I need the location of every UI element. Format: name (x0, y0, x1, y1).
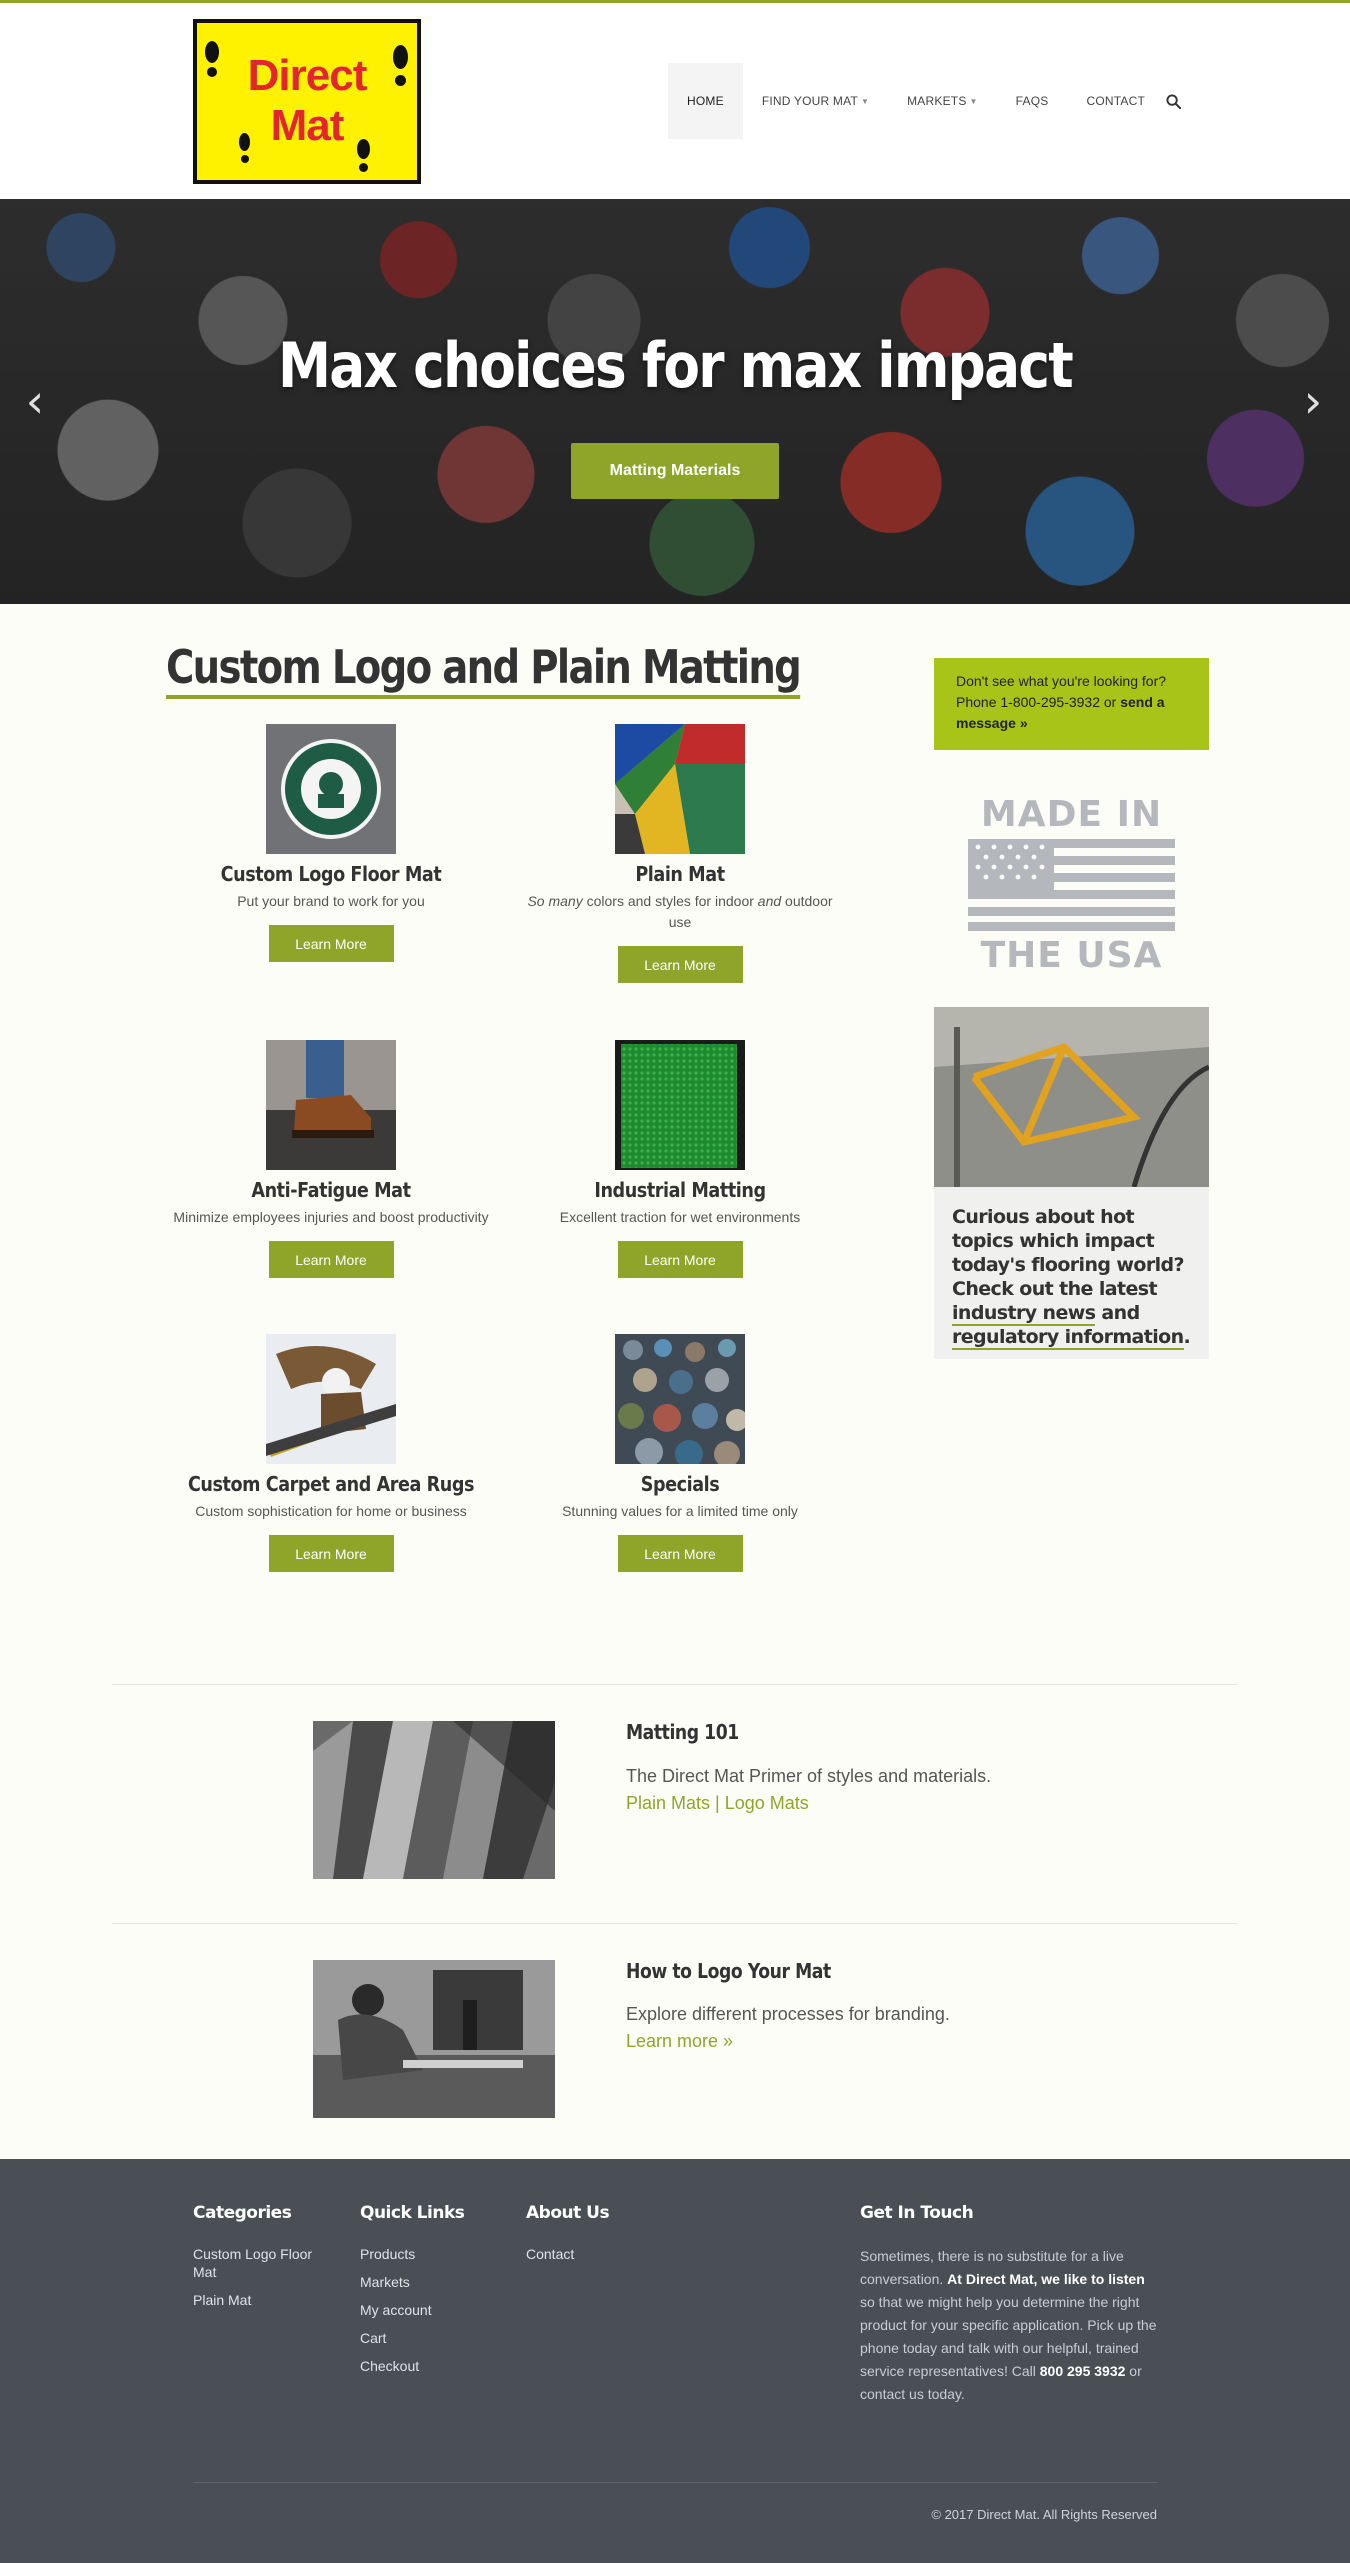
link-separator: | (710, 1793, 725, 1813)
nav-faqs[interactable] (997, 63, 1068, 139)
industry-news-link[interactable]: industry news (952, 1302, 1096, 1324)
starbucks-logo-icon (266, 724, 396, 854)
hero-slider (0, 199, 1350, 604)
footer-divider (193, 2482, 1157, 2483)
desc-emphasis: So many (527, 893, 583, 909)
chevron-right-icon[interactable]: › (1303, 374, 1323, 428)
product-name: Specials (640, 1472, 720, 1496)
green-mat-icon (615, 1040, 745, 1170)
footprint-icon (357, 139, 370, 159)
footer-link-cart[interactable]: Cart (360, 2330, 387, 2346)
product-card-plain-mat (510, 724, 850, 983)
industrial-mat-image[interactable] (615, 1040, 745, 1170)
footprint-icon (241, 155, 249, 163)
chevron-down-icon: ▼ (969, 96, 978, 106)
starbucks-mat-image[interactable] (266, 724, 396, 854)
mat-rolls-icon (615, 1334, 745, 1464)
footprint-icon (239, 133, 250, 151)
nav-contact-label: CONTACT (1086, 94, 1145, 108)
product-desc: Stunning values for a limited time only (562, 1503, 798, 1519)
product-card-industrial (510, 1040, 850, 1278)
product-name: Custom Logo Floor Mat (220, 862, 442, 886)
machine-worker-icon (313, 1960, 555, 2118)
footer-link-my-account[interactable]: My account (360, 2302, 432, 2318)
hot-topics-copy: Curious about hot topics which impact today's flooring world? Check out the latest (952, 1206, 1184, 1300)
footer-link-custom-logo[interactable]: Custom Logo Floor Mat (193, 2246, 313, 2280)
divider (112, 1684, 1238, 1685)
logo-mats-link[interactable]: Logo Mats (724, 1793, 809, 1813)
main-nav (668, 63, 1184, 139)
floor-tape-icon (934, 1007, 1209, 1187)
product-desc: Excellent traction for wet environments (559, 1209, 801, 1225)
nav-contact[interactable] (1067, 63, 1164, 139)
footer-about (526, 2203, 666, 2273)
logo-your-mat-image[interactable] (313, 1960, 555, 2118)
contact-copy: Sometimes, there is no substitute for a live conversation. (860, 2248, 1124, 2287)
specials-image[interactable] (615, 1334, 745, 1464)
chevron-left-icon[interactable]: ‹ (25, 374, 45, 428)
desc-text: colors and styles for indoor (582, 893, 758, 909)
product-desc: Minimize employees injuries and boost productivity (173, 1209, 489, 1225)
contact-copy: or contact us today. (860, 2363, 1142, 2402)
phone-number: 800 295 3932 (1039, 2363, 1126, 2379)
learn-more-link[interactable]: Learn more » (626, 2031, 734, 2051)
matting-materials-button[interactable]: Matting Materials (571, 443, 779, 499)
feature-title: How to Logo Your Mat (626, 1959, 831, 1983)
product-desc: Custom sophistication for home or business (195, 1503, 467, 1519)
carpet-rug-image[interactable] (266, 1334, 396, 1464)
footprint-icon (395, 75, 406, 86)
feature-text (626, 1763, 991, 1817)
footprint-icon (205, 41, 219, 63)
footer-heading: Quick Links (360, 2203, 465, 2223)
product-desc (510, 891, 850, 933)
section-title (166, 640, 800, 694)
learn-more-button[interactable]: Learn More (618, 1535, 743, 1572)
usa-line-2: THE USA (980, 935, 1163, 976)
feature-title: Matting 101 (626, 1720, 739, 1744)
footer-categories (193, 2203, 333, 2319)
hot-topics-copy: . (1183, 1326, 1191, 1348)
hero-headline: Max choices for max impact (277, 329, 1073, 402)
copyright: © 2017 Direct Mat. All Rights Reserved (931, 2507, 1157, 2522)
floor-marking-image (934, 1007, 1209, 1187)
learn-more-button[interactable]: Learn More (618, 1241, 743, 1278)
feature-description: Explore different processes for branding. (626, 2004, 950, 2024)
product-desc: Put your brand to work for you (237, 893, 425, 909)
contact-emphasis: At Direct Mat, we like to listen (947, 2271, 1145, 2287)
product-name: Anti-Fatigue Mat (251, 1178, 411, 1202)
nav-find-your-mat[interactable] (743, 63, 888, 139)
product-card-carpet (161, 1334, 501, 1572)
product-card-anti-fatigue (161, 1040, 501, 1278)
footprint-icon (393, 45, 408, 69)
matting-101-image[interactable] (313, 1721, 555, 1879)
contact-copy: so that we might help you determine the right product for your specific application. Pick up the phone today and talk with our helpful, trained service representatives! Call (860, 2294, 1157, 2379)
nav-faqs-label: FAQS (1015, 94, 1049, 108)
regulatory-information-link[interactable]: regulatory information (952, 1326, 1184, 1348)
eagle-rug-icon (266, 1334, 396, 1464)
send-message-link[interactable]: send a message » (956, 694, 1165, 731)
hot-topics-box (934, 1007, 1209, 1359)
usa-line-1: MADE IN (980, 794, 1163, 835)
feature-text (626, 2001, 950, 2055)
footer-link-contact[interactable]: Contact (526, 2246, 575, 2262)
plain-mats-link[interactable]: Plain Mats (626, 1793, 711, 1813)
product-name: Industrial Matting (594, 1178, 766, 1202)
product-card-specials (510, 1334, 850, 1572)
product-card-custom-logo (161, 724, 501, 962)
plain-mat-image[interactable] (615, 724, 745, 854)
footer-link-checkout[interactable]: Checkout (360, 2358, 420, 2374)
chevron-down-icon: ▼ (860, 96, 870, 106)
hot-topics-text (934, 1187, 1209, 1367)
site-logo[interactable] (193, 19, 421, 184)
boot-on-mat-icon (266, 1040, 396, 1170)
footprint-icon (359, 163, 368, 172)
footprint-icon (207, 67, 217, 77)
nav-markets[interactable] (888, 63, 997, 139)
feature-description: The Direct Mat Primer of styles and materials. (626, 1766, 992, 1786)
search-icon[interactable] (1164, 63, 1184, 139)
nav-markets-label: MARKETS (907, 94, 967, 108)
us-flag-icon (968, 839, 1175, 931)
footer-link-products[interactable]: Products (360, 2246, 416, 2262)
footer-heading: Categories (193, 2203, 292, 2223)
product-name: Plain Mat (635, 862, 725, 886)
mat-samples-icon (313, 1721, 555, 1879)
logo-text-direct: Direct (247, 51, 367, 100)
learn-more-button[interactable]: Learn More (269, 1241, 394, 1278)
footer-link-markets[interactable]: Markets (360, 2274, 410, 2290)
anti-fatigue-image[interactable] (266, 1040, 396, 1170)
logo-text-mat: Mat (270, 101, 344, 150)
footer-heading: Get In Touch (860, 2203, 974, 2223)
plain-mat-swatches-icon (615, 724, 745, 854)
divider (112, 1923, 1238, 1924)
learn-more-button[interactable]: Learn More (618, 946, 743, 983)
footer-link-plain-mat[interactable]: Plain Mat (193, 2292, 252, 2308)
contact-callout (934, 658, 1209, 750)
callout-text: Don't see what you're looking for? Phone 1-800-295-3932 or (956, 673, 1167, 710)
footer-quick-links (360, 2203, 500, 2385)
site-footer (0, 2159, 1350, 2563)
hot-topics-copy: and (1095, 1302, 1140, 1324)
footer-contact-text (860, 2245, 1160, 2406)
section-title-text: Custom Logo and Plain Matting (166, 640, 800, 699)
desc-text: outdoor use (668, 893, 833, 930)
footer-heading: About Us (526, 2203, 610, 2223)
made-in-usa-badge (968, 794, 1175, 976)
desc-emphasis: and (757, 893, 782, 909)
learn-more-button[interactable]: Learn More (269, 1535, 394, 1572)
nav-find-your-mat-label: FIND YOUR MAT (761, 94, 858, 108)
nav-home[interactable] (668, 63, 743, 139)
nav-home-label: HOME (687, 94, 724, 108)
learn-more-button[interactable]: Learn More (269, 925, 394, 962)
footer-get-in-touch (860, 2203, 1160, 2406)
product-name: Custom Carpet and Area Rugs (187, 1472, 475, 1496)
site-header (0, 3, 1350, 199)
